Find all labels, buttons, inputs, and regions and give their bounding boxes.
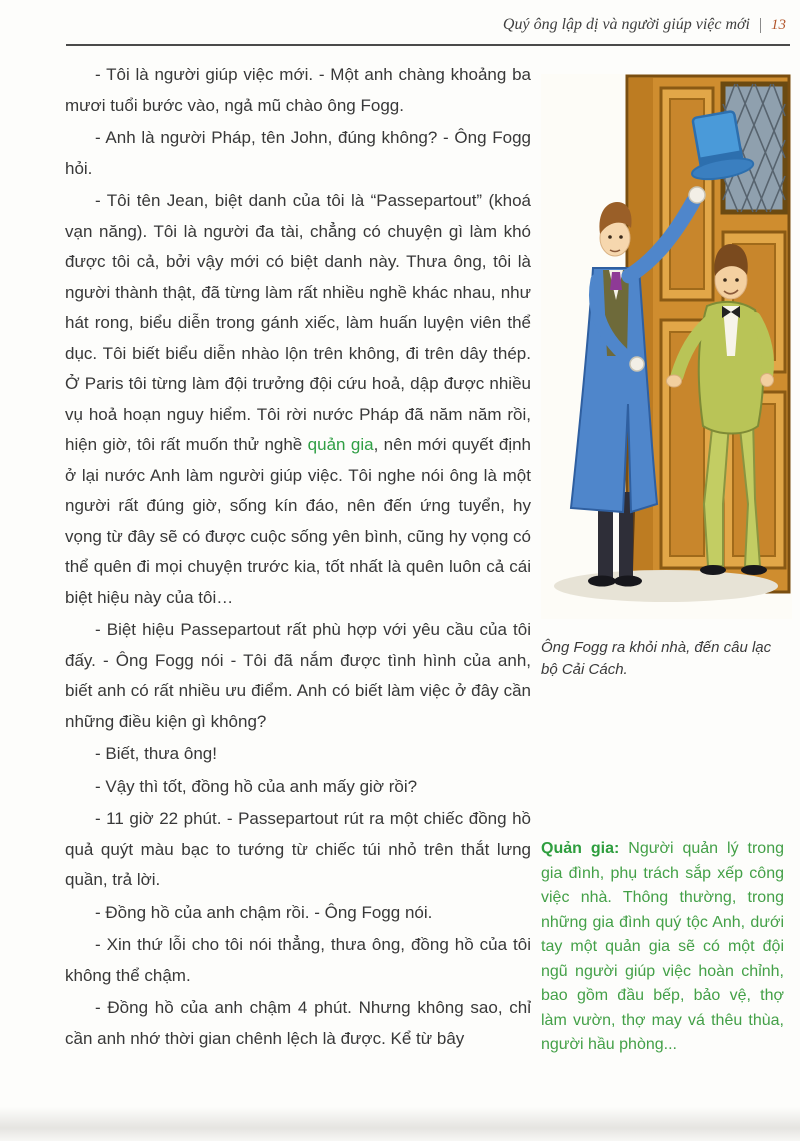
glossary-term-highlight: quản gia: [307, 435, 374, 454]
paragraph-dialogue: - Biết, thưa ông!: [95, 744, 217, 763]
paragraph-dialogue: - Anh là người Pháp, tên John, đúng không? - Ông Fogg hỏi.: [65, 128, 531, 178]
glossary-definition: Người quản lý trong gia đình, phụ trách sắp xếp công việc nhà. Thông thường, trong những gia đình quý tộc Anh, dưới tay một quản gia sẽ có một đội ngũ người giúp việc hoàn chỉnh, bao gồm đầu bếp, bảo vệ, thợ làm vườn, thợ may vá thêu thùa, người hầu phòng...: [541, 840, 785, 1053]
paragraph-dialogue: - Tôi là người giúp việc mới. - Một anh chàng khoảng ba mươi tuổi bước vào, ngả mũ chào ông Fogg.: [65, 65, 531, 115]
paragraph-text: , nên mới quyết định ở lại nước Anh làm người giúp việc. Tôi nghe nói ông là một người rất đúng giờ, sống kín đáo, nên đến ứng tuyển, hy vọng từ đây sẽ có được cuộc sống yên bình, cũng hy vọng có thể quên đi mọi chuyện trước kia, tốt nhất là quên luôn cả cái biệt hiệu này của tôi…: [65, 435, 532, 607]
sidebar-column: [541, 60, 792, 1058]
illustration-caption: Ông Fogg ra khỏi nhà, đến câu lạc bộ Cải Cách.: [541, 639, 772, 678]
main-text-column: [65, 60, 531, 1058]
paragraph-text: - Tôi tên Jean, biệt danh của tôi là “Passepartout” (khoá vạn năng). Tôi là người đa tài, chẳng có chuyện gì làm khó được tôi cả, bởi vậy mới có biệt danh này. Thưa ông, tôi là người thành thật, đã từng làm rất nhiều nghề khác nhau, như hát rong, biểu diễn trong gánh xiếc, làm huấn luyện viên thể dục. Tôi biết biểu diễn nhào lộn trên không, đi trên dây thép. Ở Paris tôi từng làm đội trưởng đội cứu hoả, dập được nhiều vụ hoả hoạn nguy hiểm. Tôi rời nước Pháp đã năm năm rồi, hiện giờ, tôi rất muốn thử nghề: [65, 191, 531, 454]
paragraph-dialogue: - Xin thứ lỗi cho tôi nói thẳng, thưa ông, đồng hồ của tôi không thể chậm.: [65, 935, 531, 985]
paragraph-dialogue: - Đồng hồ của anh chậm 4 phút. Nhưng không sao, chỉ cần anh nhớ thời gian chênh lệch là được. Kể từ bây: [65, 998, 531, 1048]
header-separator: [760, 18, 761, 33]
running-header: [65, 16, 786, 34]
paragraph-dialogue: - Vậy thì tốt, đồng hồ của anh mấy giờ rồi?: [95, 776, 418, 796]
header-rule: [66, 44, 790, 46]
book-illustration: [541, 74, 792, 619]
page-curl-shadow: [0, 1107, 800, 1141]
paragraph-dialogue: [65, 186, 531, 613]
glossary-term: Quản gia:: [541, 840, 620, 857]
glossary-box: [541, 837, 792, 1058]
paragraph-dialogue: - Biệt hiệu Passepartout rất phù hợp với yêu cầu của tôi đấy. - Ông Fogg nói - Tôi đã nắm được tình hình của anh, biết anh có rất nhiều ưu điểm. Anh có biết làm việc ở đây cần những điều kiện gì không?: [65, 620, 531, 731]
paragraph-dialogue: - Đồng hồ của anh chậm rồi. - Ông Fogg nói.: [95, 902, 433, 922]
page-number: 13: [771, 16, 786, 33]
paragraph-dialogue: - 11 giờ 22 phút. - Passepartout rút ra một chiếc đồng hồ quả quýt màu bạc to tướng từ chiếc túi nhỏ trên thắt lưng quần, trả lời.: [65, 809, 531, 889]
chapter-title: Quý ông lập dị và người giúp việc mới: [502, 16, 750, 33]
floor-shadow: [554, 570, 778, 602]
page-body: [65, 60, 792, 1058]
